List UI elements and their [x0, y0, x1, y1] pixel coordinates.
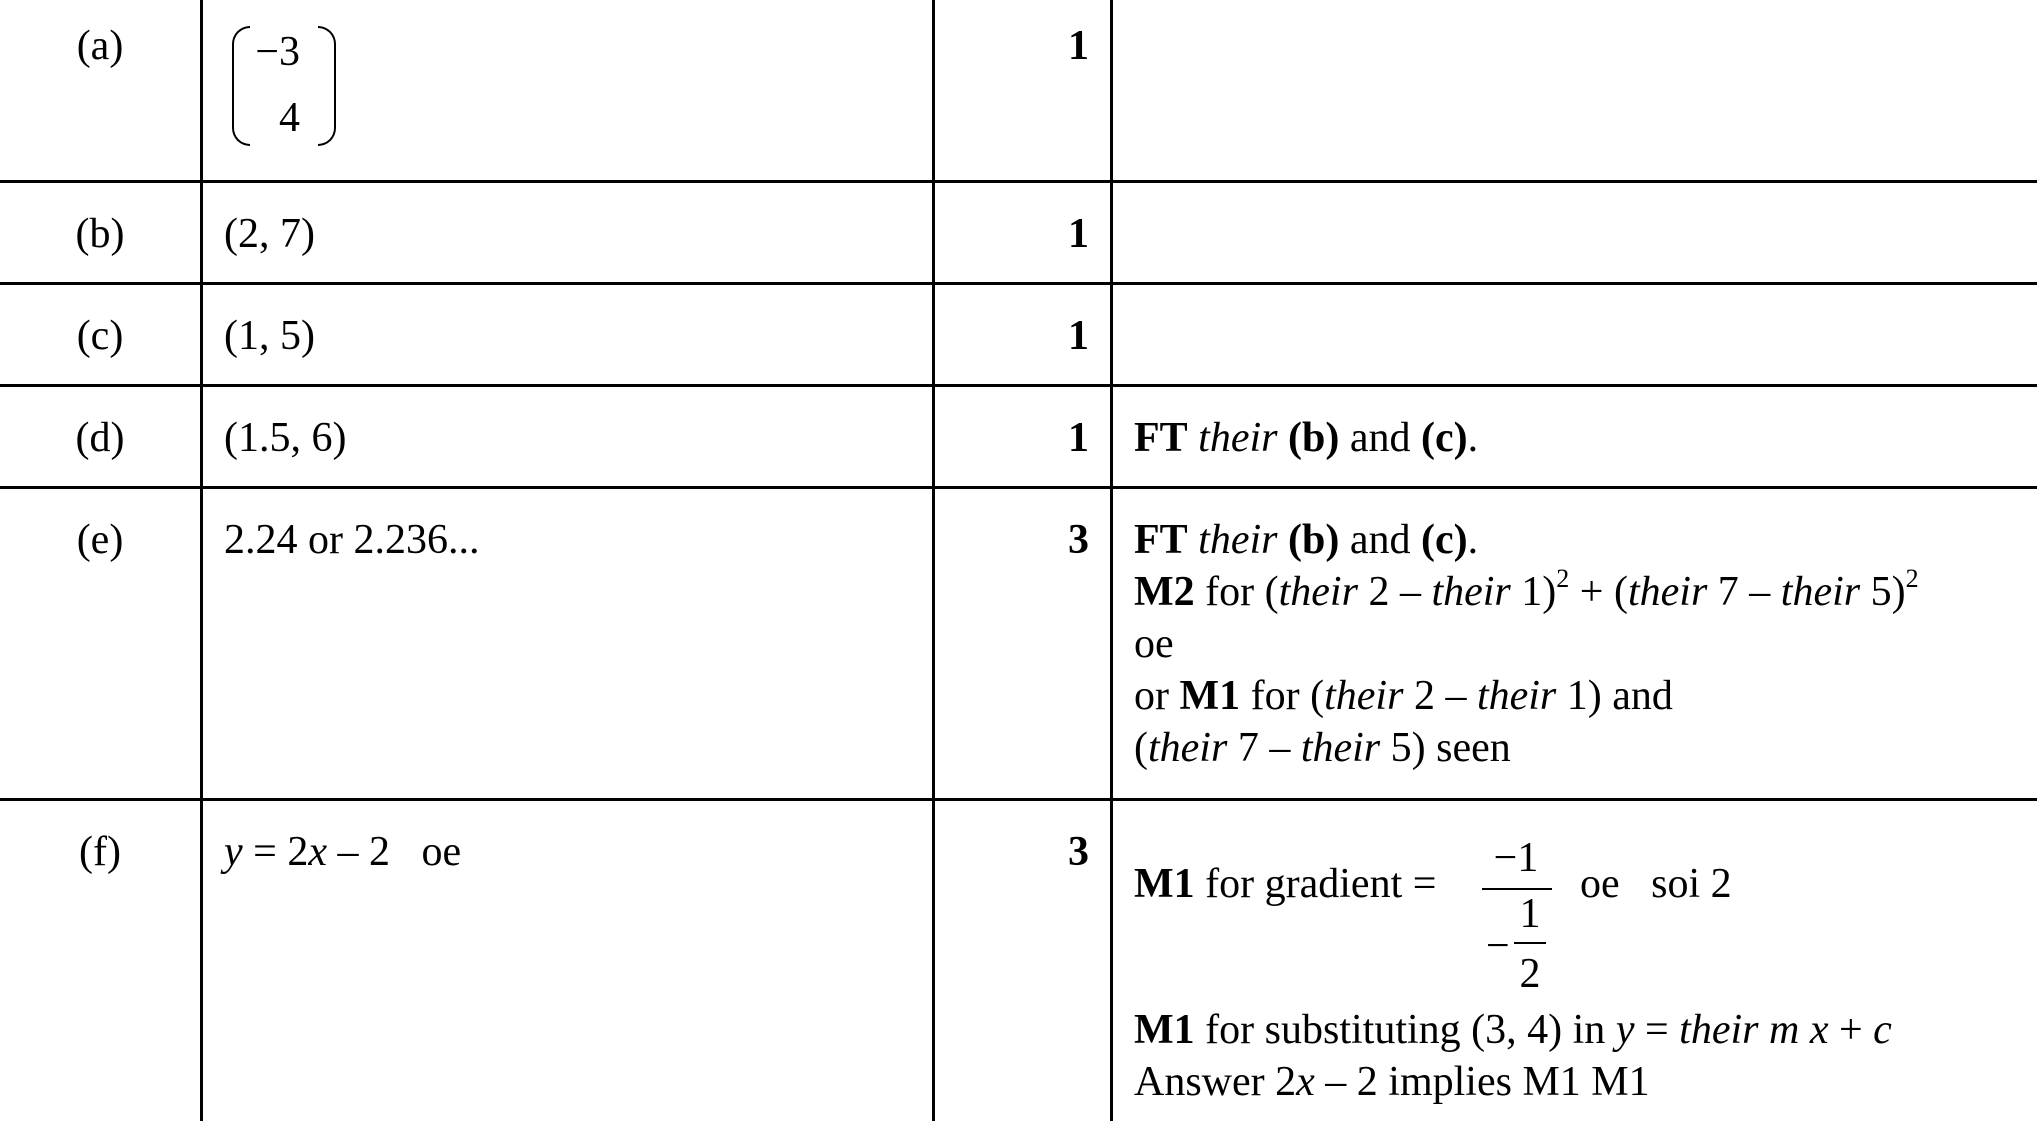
variable-y: y: [224, 829, 243, 875]
ft-label: FT: [1134, 415, 1188, 461]
plus-sign: +: [1838, 1007, 1863, 1053]
guidance-fragment: 1) and: [1566, 673, 1673, 719]
guidance-line: [1134, 514, 1919, 566]
m2-label: M2: [1134, 569, 1195, 615]
their-text: their: [1198, 517, 1278, 563]
mark-value: 1: [1068, 211, 1089, 257]
part-label: (e): [76, 517, 124, 563]
their-text: their: [1148, 725, 1228, 771]
part-label: (a): [76, 23, 124, 69]
guidance-fragment: 5) seen: [1390, 725, 1511, 771]
mark-value: 1: [1068, 313, 1089, 359]
variable-x: x: [1296, 1059, 1315, 1105]
part-label: (d): [75, 415, 125, 461]
row-divider: [0, 486, 2037, 489]
inner-fraction-bar: [1514, 942, 1546, 944]
guidance-text: [1134, 514, 1919, 774]
right-bracket: [318, 26, 336, 146]
guidance-line: [1134, 566, 1919, 618]
period: .: [1467, 517, 1479, 563]
guidance-line: [1134, 722, 1919, 774]
row-divider: [0, 384, 2037, 387]
row-divider: [0, 180, 2037, 183]
guidance-line: [1134, 858, 1436, 910]
column-vector-answer: [228, 26, 328, 150]
guidance-fragment: 7 –: [1717, 569, 1771, 615]
m1-label: M1: [1179, 673, 1241, 719]
equation-fragment: – 2 oe: [337, 829, 462, 875]
answer-text: 2.24 or 2.236...: [224, 517, 480, 563]
equation-fragment: = 2: [253, 829, 309, 875]
part-label: (b): [75, 211, 125, 257]
mark-value: 1: [1068, 23, 1089, 69]
part-ref-c: (c): [1421, 415, 1468, 461]
inner-numerator: 1: [1519, 891, 1541, 937]
answer-text: (2, 7): [224, 211, 315, 257]
part-ref-b: (b): [1288, 415, 1340, 461]
ft-label: FT: [1134, 517, 1188, 563]
their-text: their: [1324, 673, 1404, 719]
variable-c: c: [1873, 1007, 1892, 1053]
guidance-line: [1134, 1056, 1650, 1108]
guidance-fragment: Answer 2: [1134, 1059, 1297, 1105]
vector-bottom: 4: [279, 95, 300, 141]
part-label: (c): [76, 313, 124, 359]
inner-denominator: 2: [1519, 951, 1541, 997]
guidance-line: oe: [1134, 621, 1174, 667]
their-text: their: [1627, 569, 1708, 615]
guidance-fragment: 2 –: [1368, 569, 1421, 615]
left-bracket: [232, 26, 250, 146]
guidance-line: [1134, 1004, 1892, 1056]
variable-m: m: [1768, 1007, 1800, 1053]
part-ref-c: (c): [1421, 517, 1468, 563]
their-text: their: [1198, 415, 1278, 461]
guidance-fragment: + (: [1579, 569, 1628, 615]
guidance-fragment: 5): [1870, 569, 1906, 615]
variable-y: y: [1615, 1007, 1635, 1053]
their-text: their: [1476, 673, 1557, 719]
guidance-fragment: for gradient =: [1205, 861, 1437, 907]
guidance-fragment: 2 –: [1413, 673, 1467, 719]
column-divider: [200, 0, 203, 1121]
period: .: [1467, 415, 1479, 461]
mark-value: 1: [1068, 415, 1089, 461]
row-divider: [0, 798, 2037, 801]
exponent: 2: [1556, 564, 1570, 593]
guidance-fragment: 7 –: [1237, 725, 1291, 771]
and-text: and: [1349, 517, 1411, 563]
column-divider: [1110, 0, 1113, 1121]
and-text: and: [1349, 415, 1411, 461]
guidance-fragment: 1): [1521, 569, 1557, 615]
mark-value: 3: [1068, 829, 1089, 875]
part-ref-b: (b): [1288, 517, 1340, 563]
their-text: their: [1278, 569, 1358, 615]
their-text: their: [1679, 1007, 1759, 1053]
guidance-text: [1134, 412, 1478, 464]
row-divider: [0, 282, 2037, 285]
answer-text: (1.5, 6): [224, 415, 347, 461]
exponent: 2: [1905, 564, 1919, 593]
their-text: their: [1300, 725, 1381, 771]
guidance-fragment: for substituting (3, 4) in: [1205, 1007, 1606, 1053]
guidance-line: [1134, 670, 1919, 722]
their-text: their: [1431, 569, 1511, 615]
equals-sign: =: [1644, 1007, 1669, 1053]
guidance-fragment: for (: [1205, 569, 1279, 615]
guidance-fragment: (: [1134, 725, 1148, 771]
guidance-fragment: for (: [1250, 673, 1325, 719]
part-label: (f): [79, 829, 121, 875]
or-text: or: [1134, 673, 1169, 719]
variable-x: x: [1809, 1007, 1829, 1053]
their-text: their: [1780, 569, 1861, 615]
answer-equation: [224, 826, 461, 878]
guidance-fragment: – 2 implies M1 M1: [1325, 1059, 1650, 1105]
guidance-fragment: oe soi 2: [1580, 861, 1732, 907]
m1-label: M1: [1134, 861, 1195, 907]
m1-label: M1: [1134, 1007, 1195, 1053]
fraction-numerator: −1: [1493, 835, 1539, 881]
vector-top: −3: [255, 29, 300, 75]
inner-minus-sign: −: [1486, 923, 1510, 969]
mark-value: 3: [1068, 517, 1089, 563]
variable-x: x: [308, 829, 327, 875]
answer-text: (1, 5): [224, 313, 315, 359]
